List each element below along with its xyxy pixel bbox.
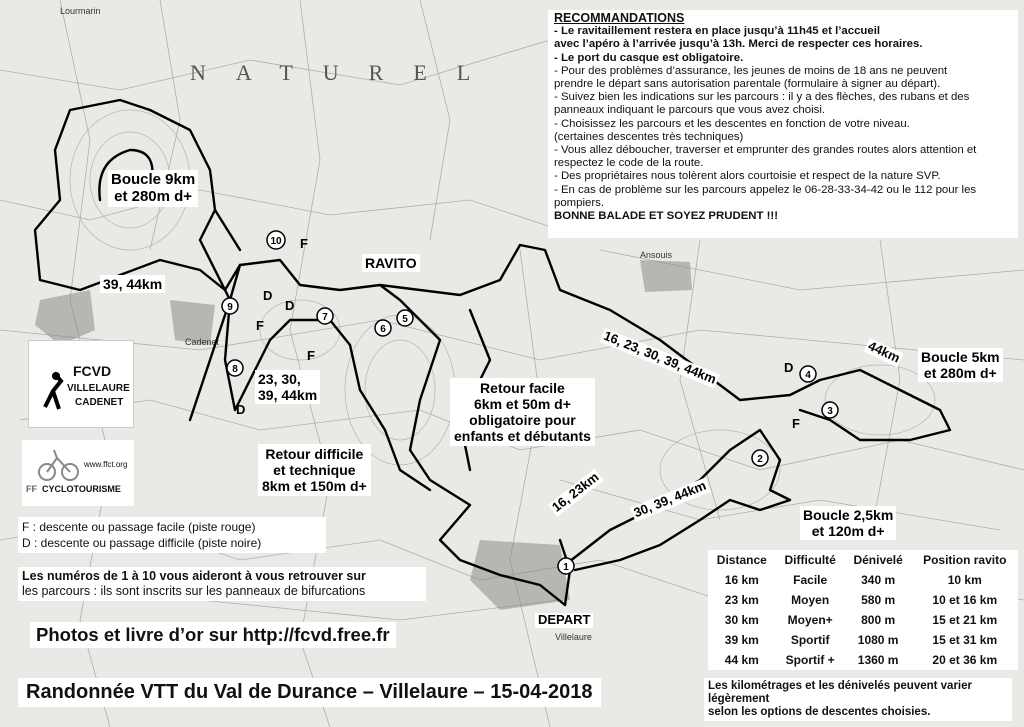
marker-5 — [397, 310, 413, 326]
route-stats-table — [708, 550, 1018, 670]
label-ravito: RAVITO — [362, 254, 420, 272]
table-header-cell: Distance — [716, 553, 767, 567]
recommendation-line: pompiers. — [554, 196, 605, 209]
marker-2 — [752, 450, 768, 466]
place-villelaure: Villelaure — [555, 632, 592, 642]
table-header-cell: Difficulté — [784, 553, 836, 567]
label-boucle-9km: Boucle 9km et 280m d+ — [108, 170, 198, 207]
letter-mark: F — [792, 416, 800, 431]
region-name: NATUREL — [190, 60, 501, 85]
table-cell: 580 m — [861, 593, 896, 607]
table-cell: 16 km — [724, 573, 759, 587]
recommendation-line: respectez le code de la route. — [554, 157, 704, 170]
svg-text:2: 2 — [757, 454, 763, 465]
table-row — [708, 610, 1018, 630]
marker-7 — [317, 308, 333, 324]
table-row — [708, 650, 1018, 670]
label-boucle-2-5km: Boucle 2,5km et 120m d+ — [800, 506, 896, 540]
svg-text:3: 3 — [827, 406, 833, 417]
ffct-logo — [22, 440, 134, 506]
club-name: FCVD — [73, 363, 112, 379]
label-39-44km: 39, 44km — [100, 275, 165, 293]
svg-text:9: 9 — [227, 302, 233, 313]
recommendation-line: - Pour des problèmes d’assurance, les jeunes de moins de 18 ans ne peuvent — [554, 64, 948, 77]
svg-text:4: 4 — [805, 370, 811, 381]
svg-text:10: 10 — [270, 236, 282, 247]
recommendation-line: - Le port du casque est obligatoire. — [554, 51, 744, 64]
legend-d: D : descente ou passage difficile (piste noire) — [22, 536, 262, 550]
club-logo — [28, 340, 134, 428]
letter-mark: F — [256, 318, 264, 333]
label-depart: DEPART — [535, 613, 593, 628]
recommendation-line: BONNE BALADE ET SOYEZ PRUDENT !!! — [554, 210, 779, 223]
footnote: Les kilométrages et les dénivelés peuvent varier légèrement selon les options de descentes choisies. — [704, 678, 1012, 721]
table-cell: 1360 m — [857, 653, 899, 667]
recommendation-line: - Choisissez les parcours et les descentes en fonction de votre niveau. — [554, 117, 910, 130]
recommendations-list — [554, 25, 1012, 223]
table-cell: 15 et 31 km — [932, 633, 998, 647]
table-cell: 800 m — [861, 613, 896, 627]
recommendation-line: - Des propriétaires nous tolèrent alors courtoisie et respect de la nature SVP. — [554, 170, 941, 183]
table-header-cell: Dénivelé — [853, 553, 903, 567]
table-cell: 20 et 36 km — [932, 653, 998, 667]
marker-6 — [375, 320, 391, 336]
label-boucle-5km: Boucle 5km et 280m d+ — [918, 348, 1003, 382]
svg-text:6: 6 — [380, 324, 386, 335]
club-town-1: VILLELAURE — [67, 383, 130, 394]
place-cadenet: Cadenet — [185, 337, 220, 347]
place-lourmarin: Lourmarin — [60, 6, 101, 16]
label-retour-facile: Retour facile 6km et 50m d+ obligatoire pour enfants et débutants — [450, 378, 595, 446]
letter-mark: D — [263, 288, 273, 303]
recommendation-line: - En cas de problème sur les parcours appelez le 06-28-33-34-42 ou le 112 pour les — [554, 183, 977, 196]
table-cell: 10 et 16 km — [932, 593, 998, 607]
letter-mark: D — [784, 360, 794, 375]
letter-mark: D — [285, 298, 295, 313]
svg-text:7: 7 — [322, 312, 328, 323]
table-cell: 30 km — [724, 613, 759, 627]
table-row — [708, 630, 1018, 650]
recommendation-line: (certaines descentes très techniques) — [554, 130, 744, 143]
table-header-cell: Position ravito — [923, 553, 1007, 567]
recommendation-line: - Le ravitaillement restera en place jusqu’à 11h45 et l’accueil — [554, 25, 881, 38]
table-cell: 340 m — [861, 573, 896, 587]
club-town-2: CADENET — [75, 397, 124, 408]
label-23-30-39-44km: 23, 30, 39, 44km — [255, 370, 320, 404]
table-cell: 1080 m — [857, 633, 899, 647]
svg-text:8: 8 — [232, 364, 238, 375]
recommendation-line: - Suivez bien les indications sur les parcours : il y a des flèches, des rubans et des — [554, 91, 970, 104]
ffct-website: www.ffct.org — [84, 460, 128, 469]
recommendation-line: panneaux indiquant le parcours que vous avez choisi. — [554, 104, 826, 117]
recommendation-line: avec l’apéro à l’arrivée jusqu’à 13h. Merci de respecter ces horaires. — [554, 38, 923, 51]
label-retour-difficile: Retour difficile et technique 8km et 150m d+ — [258, 444, 371, 496]
recommendation-line: - Vous allez déboucher, traverser et emprunter des grandes routes alors attention et — [554, 144, 977, 157]
label-16-23km: 16, 23km — [548, 469, 604, 517]
photos-link: Photos et livre d’or sur http://fcvd.free.fr — [30, 622, 396, 648]
letter-mark: F — [307, 348, 315, 363]
table-cell: Moyen — [791, 593, 830, 607]
table-cell: Sportif — [790, 633, 830, 647]
table-cell: 39 km — [724, 633, 759, 647]
table-row — [708, 570, 1018, 590]
label-30-39-44km: 30, 39, 44km — [630, 478, 710, 522]
page-title: Randonnée VTT du Val de Durance – Villelaure – 15-04-2018 — [18, 678, 601, 707]
table-cell: Moyen+ — [787, 613, 833, 627]
table-header-row — [708, 550, 1018, 570]
ffct-prefix: FF — [26, 484, 37, 494]
letter-mark: D — [236, 402, 246, 417]
svg-text:1: 1 — [563, 562, 569, 573]
recommendation-line: prendre le départ sans autorisation parentale (formulaire à signer au départ). — [554, 78, 941, 91]
cyclist-icon — [39, 371, 69, 411]
numbers-note: Les numéros de 1 à 10 vous aideront à vous retrouver sur les parcours : ils sont inscrits sur les panneaux de bifurcations — [18, 567, 426, 601]
table-cell: 23 km — [724, 593, 759, 607]
table-cell: Facile — [793, 573, 828, 587]
ffct-name: CYCLOTOURISME — [42, 484, 121, 494]
legend-f: F : descente ou passage facile (piste rouge) — [22, 520, 256, 534]
table-row — [708, 590, 1018, 610]
marker-9 — [222, 298, 238, 314]
table-cell: 44 km — [724, 653, 759, 667]
marker-10 — [267, 231, 285, 249]
legend — [18, 517, 326, 553]
place-ansouis: Ansouis — [640, 250, 673, 260]
label-44km: 44km — [864, 338, 904, 367]
marker-4 — [800, 366, 816, 382]
marker-1 — [558, 558, 574, 574]
label-16-23-30-39-44km: 16, 23, 30, 39, 44km — [599, 328, 720, 388]
table-cell: Sportif + — [785, 653, 835, 667]
marker-8 — [227, 360, 243, 376]
svg-text:5: 5 — [402, 314, 408, 325]
letter-mark: F — [300, 236, 308, 251]
table-cell: 10 km — [947, 573, 982, 587]
recommendations-panel — [548, 10, 1018, 238]
recommendations-title: RECOMMANDATIONS — [554, 11, 685, 25]
marker-3 — [822, 402, 838, 418]
cyclists-icon — [32, 444, 92, 484]
table-cell: 15 et 21 km — [932, 613, 998, 627]
